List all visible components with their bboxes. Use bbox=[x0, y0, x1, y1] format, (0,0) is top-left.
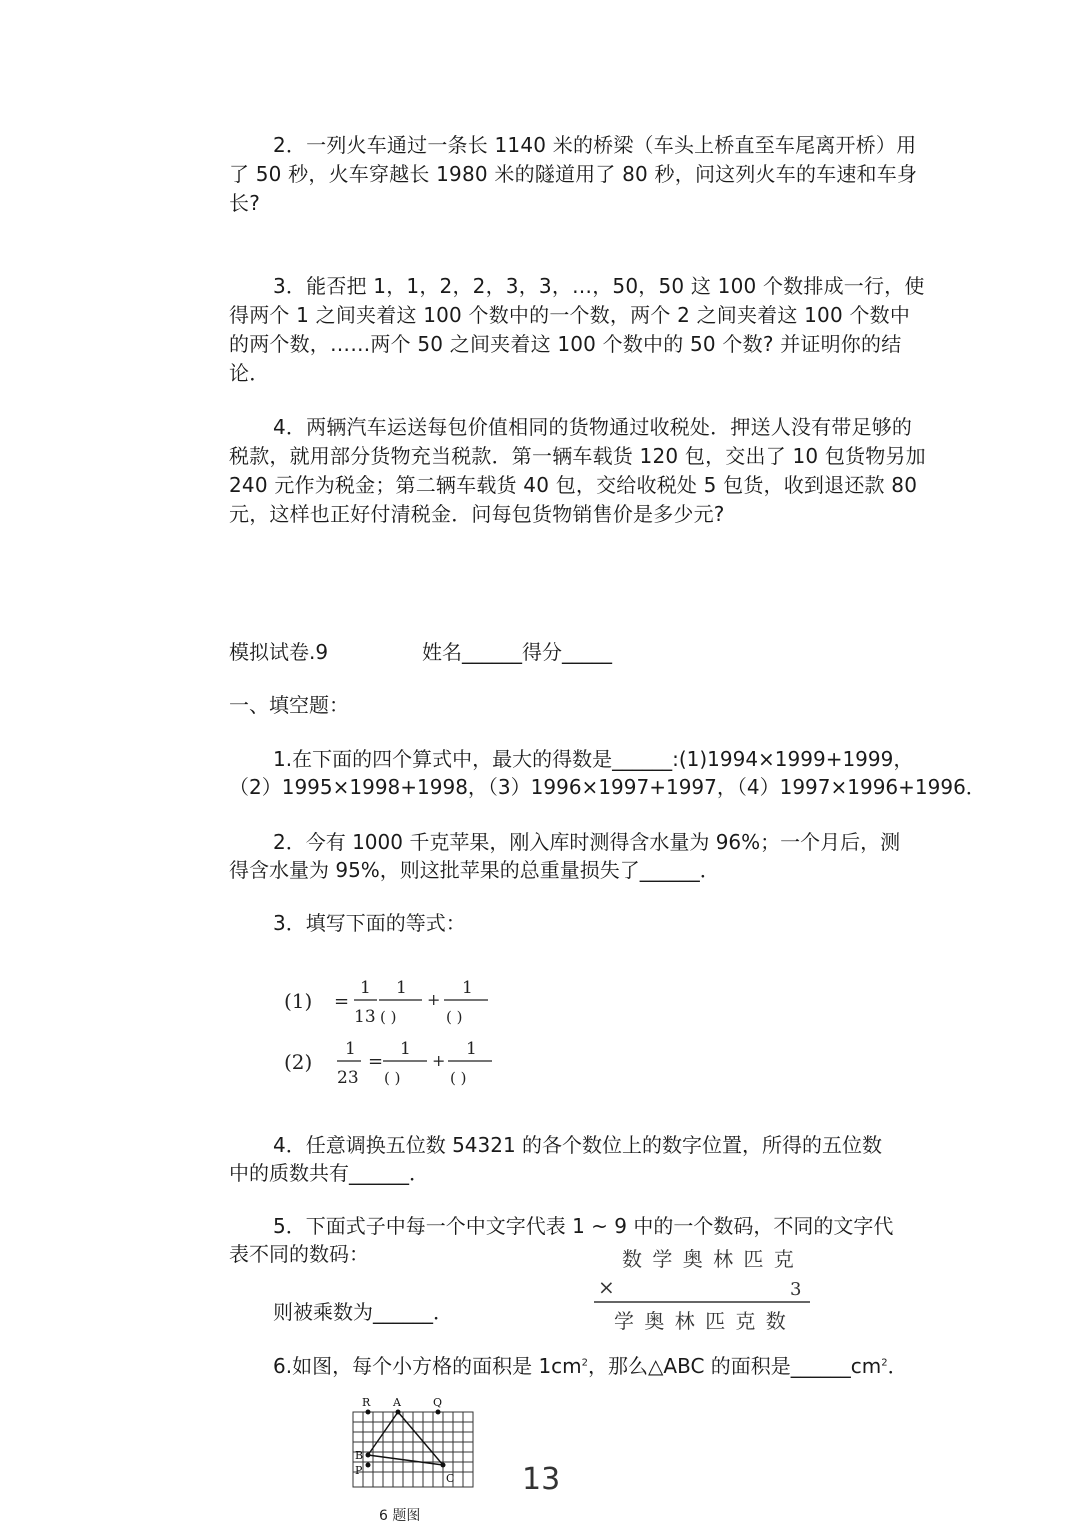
frac-row1-right-den: ( ) bbox=[446, 1008, 463, 1026]
point-b bbox=[366, 1453, 371, 1458]
cipher-multiplicand: 数 学 奥 林 匹 克 bbox=[622, 1247, 796, 1271]
frac-row2-left-den: 23 bbox=[337, 1068, 359, 1088]
problem-4 bbox=[229, 413, 929, 529]
frac-row2-left-num: 1 bbox=[345, 1039, 356, 1059]
problem-3-text: 3．能否把 1，1，2，2，3，3，…，50，50 这 100 个数排成一行，使得两个 1 之间夹着这 100 个数中的一个数，两个 2 之间夹着这 100 个数中的两个数，……两个 50 之间夹着这 100 个数中的 50 个数? 并证明你的结论． bbox=[229, 274, 925, 385]
fill-3: 3．填写下面的等式： bbox=[273, 911, 466, 935]
problem-3 bbox=[229, 272, 929, 388]
frac-row1-eq: = bbox=[334, 991, 350, 1012]
figure-caption: 6 题图 bbox=[379, 1508, 421, 1524]
label-r: R bbox=[362, 1396, 371, 1409]
frac-row1-mid-den: ( ) bbox=[380, 1008, 397, 1026]
frac-row2-label: (2) bbox=[284, 1050, 313, 1074]
label-b: B bbox=[355, 1449, 364, 1462]
problem-4-text: 4．两辆汽车运送每包价值相同的货物通过收税处．押送人没有带足够的税款，就用部分货物充当税款．第一辆车载货 120 包，交出了 10 包货物另加 240 元作为税金；第二辆车载货 40 包，交给收税处 5 包货，收到退还款 80 元，这样也正好付清税金．问每包货物销售价是多少元? bbox=[229, 415, 926, 526]
fill-4-line1: 4．任意调换五位数 54321 的各个数位上的数字位置，所得的五位数 bbox=[273, 1133, 883, 1157]
frac-row2-right-num: 1 bbox=[466, 1039, 477, 1059]
problem-2-text: 2．一列火车通过一条长 1140 米的桥梁（车头上桥直至车尾离开桥）用了 50 秒，火车穿越长 1980 米的隧道用了 80 秒，问这列火车的车速和车身长? bbox=[229, 133, 918, 215]
frac-row1-mid-num: 1 bbox=[396, 978, 407, 998]
fill-5-line3: 则被乘数为______． bbox=[273, 1300, 453, 1324]
frac-row2-right-den: ( ) bbox=[450, 1069, 467, 1087]
point-q bbox=[436, 1410, 441, 1415]
fraction-equations bbox=[282, 975, 522, 1095]
fill-6-suffix: ． bbox=[887, 1354, 908, 1378]
frac-row2-mid-den: ( ) bbox=[384, 1069, 401, 1087]
cipher-times: × bbox=[598, 1275, 615, 1299]
fill-2-line1: 2．今有 1000 千克苹果，刚入库时测得含水量为 96%；一个月后，测 bbox=[273, 830, 901, 854]
fill-4-line2: 中的质数共有______． bbox=[229, 1161, 429, 1185]
frac-row2-plus: + bbox=[432, 1051, 446, 1070]
frac-row1-label: (1) bbox=[284, 989, 313, 1013]
label-p: P bbox=[355, 1464, 363, 1477]
label-q: Q bbox=[433, 1396, 443, 1409]
point-r bbox=[366, 1410, 371, 1415]
fill-5-line2: 表不同的数码： bbox=[229, 1242, 369, 1266]
section-title: 一、填空题： bbox=[229, 693, 349, 717]
problem-2 bbox=[229, 131, 929, 218]
cipher-multiplication bbox=[590, 1240, 820, 1340]
label-a: A bbox=[393, 1396, 401, 1409]
triangle-abc bbox=[368, 1412, 443, 1465]
fill-1-line2: （2）1995×1998+1998，（3）1996×1997+1997，（4）1997×1996+1996． bbox=[229, 775, 986, 799]
grid-figure bbox=[345, 1392, 485, 1522]
frac-row2-mid-num: 1 bbox=[400, 1039, 411, 1059]
frac-row1-plus: + bbox=[427, 990, 441, 1009]
fill-2-line2: 得含水量为 95%，则这批苹果的总重量损失了______． bbox=[229, 858, 720, 882]
fill-5-line1: 5．下面式子中每一个中文字代表 1 ~ 9 中的一个数码，不同的文字代 bbox=[273, 1214, 894, 1238]
point-p bbox=[366, 1463, 371, 1468]
label-c: C bbox=[446, 1472, 455, 1485]
fill-1-line1: 1.在下面的四个算式中，最大的得数是______:(1)1994×1999+1999， bbox=[273, 747, 914, 771]
fill-6-prefix: 6.如图，每个小方格的面积是 1cm bbox=[273, 1354, 582, 1378]
frac-row1-left-num: 1 bbox=[360, 978, 371, 998]
fill-6-sup-1: 2 bbox=[581, 1357, 589, 1369]
frac-row2-eq: = bbox=[368, 1051, 384, 1072]
fill-6-sup-2: 2 bbox=[881, 1357, 888, 1369]
cipher-multiplier: 3 bbox=[790, 1279, 802, 1300]
fill-6 bbox=[273, 1352, 908, 1380]
point-c bbox=[441, 1463, 446, 1468]
exam-title: 模拟试卷.9 bbox=[229, 640, 329, 664]
point-a bbox=[396, 1410, 401, 1415]
page-number: 13 bbox=[522, 1462, 561, 1497]
fill-6-mid: ，那么△ABC 的面积是______cm bbox=[588, 1354, 882, 1378]
exam-name-score: 姓名______得分_____ bbox=[422, 640, 612, 664]
frac-row1-right-num: 1 bbox=[462, 978, 473, 998]
cipher-product: 学 奥 林 匹 克 数 bbox=[614, 1309, 788, 1333]
frac-row1-left-den: 13 bbox=[354, 1007, 376, 1027]
